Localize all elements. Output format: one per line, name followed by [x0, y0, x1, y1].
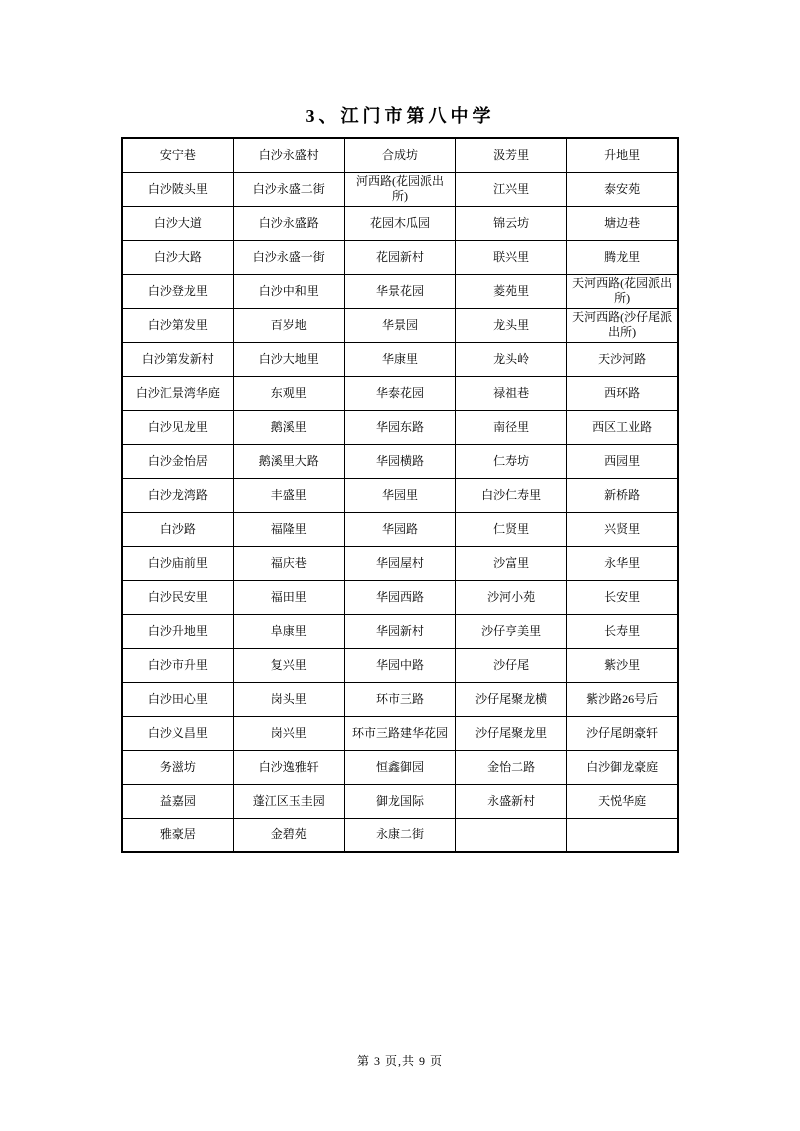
table-row — [122, 376, 678, 410]
table-cell — [567, 818, 678, 852]
table-cell: 白沙中和里 — [233, 274, 344, 308]
table-cell: 御龙国际 — [344, 784, 455, 818]
table-cell: 长寿里 — [567, 614, 678, 648]
table-cell: 仁贤里 — [456, 512, 567, 546]
table-cell: 华园路 — [344, 512, 455, 546]
table-cell: 白沙御龙豪庭 — [567, 750, 678, 784]
table-cell: 花园新村 — [344, 240, 455, 274]
table-row — [122, 580, 678, 614]
table-cell: 白沙庙前里 — [122, 546, 233, 580]
table-cell: 福隆里 — [233, 512, 344, 546]
table-row — [122, 478, 678, 512]
table-row — [122, 206, 678, 240]
table-cell: 环市三路 — [344, 682, 455, 716]
table-cell: 白沙大路 — [122, 240, 233, 274]
table-cell: 白沙第发新村 — [122, 342, 233, 376]
table-row — [122, 138, 678, 172]
table-cell: 禄祖巷 — [456, 376, 567, 410]
table-cell: 龙头里 — [456, 308, 567, 342]
table-cell: 岗兴里 — [233, 716, 344, 750]
table-cell: 汲芳里 — [456, 138, 567, 172]
table-cell: 鹅溪里 — [233, 410, 344, 444]
table-row — [122, 648, 678, 682]
table-cell: 泰安苑 — [567, 172, 678, 206]
table-row — [122, 444, 678, 478]
table-cell: 益嘉园 — [122, 784, 233, 818]
table-cell: 西环路 — [567, 376, 678, 410]
table-cell: 锦云坊 — [456, 206, 567, 240]
table-cell: 东观里 — [233, 376, 344, 410]
table-cell: 紫沙路26号后 — [567, 682, 678, 716]
table-cell: 华园横路 — [344, 444, 455, 478]
table-cell: 联兴里 — [456, 240, 567, 274]
address-table-body — [122, 138, 678, 852]
table-row — [122, 682, 678, 716]
table-cell: 福田里 — [233, 580, 344, 614]
table-cell: 西区工业路 — [567, 410, 678, 444]
table-cell: 沙仔亨美里 — [456, 614, 567, 648]
table-cell: 白沙大道 — [122, 206, 233, 240]
table-cell: 江兴里 — [456, 172, 567, 206]
table-cell: 白沙升地里 — [122, 614, 233, 648]
table-cell: 白沙见龙里 — [122, 410, 233, 444]
table-cell: 华康里 — [344, 342, 455, 376]
table-cell: 恒鑫御园 — [344, 750, 455, 784]
page-footer: 第 3 页,共 9 页 — [356, 1054, 443, 1068]
table-cell: 华景花园 — [344, 274, 455, 308]
table-cell — [456, 818, 567, 852]
table-cell: 华园新村 — [344, 614, 455, 648]
table-cell: 华园里 — [344, 478, 455, 512]
table-cell: 白沙永盛村 — [233, 138, 344, 172]
table-cell: 腾龙里 — [567, 240, 678, 274]
table-cell: 阜康里 — [233, 614, 344, 648]
page-title: 3、江门市第八中学 — [305, 106, 495, 126]
table-row — [122, 614, 678, 648]
table-cell: 白沙仁寿里 — [456, 478, 567, 512]
table-row — [122, 784, 678, 818]
table-cell: 岗头里 — [233, 682, 344, 716]
table-cell: 白沙路 — [122, 512, 233, 546]
table-cell: 华园中路 — [344, 648, 455, 682]
table-cell: 白沙永盛一街 — [233, 240, 344, 274]
table-cell: 沙河小苑 — [456, 580, 567, 614]
table-cell: 永华里 — [567, 546, 678, 580]
table-row — [122, 512, 678, 546]
table-row — [122, 716, 678, 750]
table-cell: 天沙河路 — [567, 342, 678, 376]
table-cell: 白沙市升里 — [122, 648, 233, 682]
table-cell: 蓬江区玉圭园 — [233, 784, 344, 818]
table-cell: 雅豪居 — [122, 818, 233, 852]
table-cell: 鹅溪里大路 — [233, 444, 344, 478]
table-cell: 金怡二路 — [456, 750, 567, 784]
table-cell: 白沙民安里 — [122, 580, 233, 614]
table-cell: 白沙汇景湾华庭 — [122, 376, 233, 410]
table-cell: 新桥路 — [567, 478, 678, 512]
table-cell: 复兴里 — [233, 648, 344, 682]
table-cell: 长安里 — [567, 580, 678, 614]
table-cell: 天河西路(沙仔尾派出所) — [567, 308, 678, 342]
table-cell: 南径里 — [456, 410, 567, 444]
table-cell: 塘边巷 — [567, 206, 678, 240]
table-cell: 沙仔尾聚龙横 — [456, 682, 567, 716]
table-cell: 白沙第发里 — [122, 308, 233, 342]
table-cell: 华园东路 — [344, 410, 455, 444]
table-cell: 白沙永盛路 — [233, 206, 344, 240]
table-cell: 天悦华庭 — [567, 784, 678, 818]
table-cell: 沙仔尾朗豪轩 — [567, 716, 678, 750]
table-cell: 白沙义昌里 — [122, 716, 233, 750]
table-cell: 沙富里 — [456, 546, 567, 580]
table-row — [122, 818, 678, 852]
table-cell: 紫沙里 — [567, 648, 678, 682]
table-row — [122, 410, 678, 444]
table-cell: 金碧苑 — [233, 818, 344, 852]
table-cell: 华泰花园 — [344, 376, 455, 410]
table-cell: 白沙金怡居 — [122, 444, 233, 478]
table-cell: 合成坊 — [344, 138, 455, 172]
table-cell: 白沙陂头里 — [122, 172, 233, 206]
table-cell: 永康二街 — [344, 818, 455, 852]
table-cell: 白沙登龙里 — [122, 274, 233, 308]
table-cell: 菱苑里 — [456, 274, 567, 308]
table-cell: 丰盛里 — [233, 478, 344, 512]
table-cell: 福庆巷 — [233, 546, 344, 580]
table-row — [122, 750, 678, 784]
table-row — [122, 308, 678, 342]
table-cell: 白沙逸雅轩 — [233, 750, 344, 784]
table-cell: 华园屋村 — [344, 546, 455, 580]
table-cell: 白沙永盛二街 — [233, 172, 344, 206]
table-row — [122, 172, 678, 206]
table-cell: 花园木瓜园 — [344, 206, 455, 240]
table-cell: 环市三路建华花园 — [344, 716, 455, 750]
table-cell: 天河西路(花园派出所) — [567, 274, 678, 308]
table-cell: 白沙大地里 — [233, 342, 344, 376]
table-cell: 沙仔尾 — [456, 648, 567, 682]
table-cell: 华景园 — [344, 308, 455, 342]
table-cell: 兴贤里 — [567, 512, 678, 546]
table-cell: 仁寿坊 — [456, 444, 567, 478]
table-cell: 永盛新村 — [456, 784, 567, 818]
table-cell: 白沙田心里 — [122, 682, 233, 716]
table-row — [122, 342, 678, 376]
table-cell: 西园里 — [567, 444, 678, 478]
table-cell: 沙仔尾聚龙里 — [456, 716, 567, 750]
table-cell: 安宁巷 — [122, 138, 233, 172]
table-cell: 百岁地 — [233, 308, 344, 342]
address-table — [121, 137, 679, 853]
table-row — [122, 274, 678, 308]
table-cell: 务滋坊 — [122, 750, 233, 784]
table-cell: 河西路(花园派出所) — [344, 172, 455, 206]
table-cell: 龙头岭 — [456, 342, 567, 376]
table-cell: 升地里 — [567, 138, 678, 172]
table-row — [122, 240, 678, 274]
table-cell: 华园西路 — [344, 580, 455, 614]
table-cell: 白沙龙湾路 — [122, 478, 233, 512]
table-row — [122, 546, 678, 580]
